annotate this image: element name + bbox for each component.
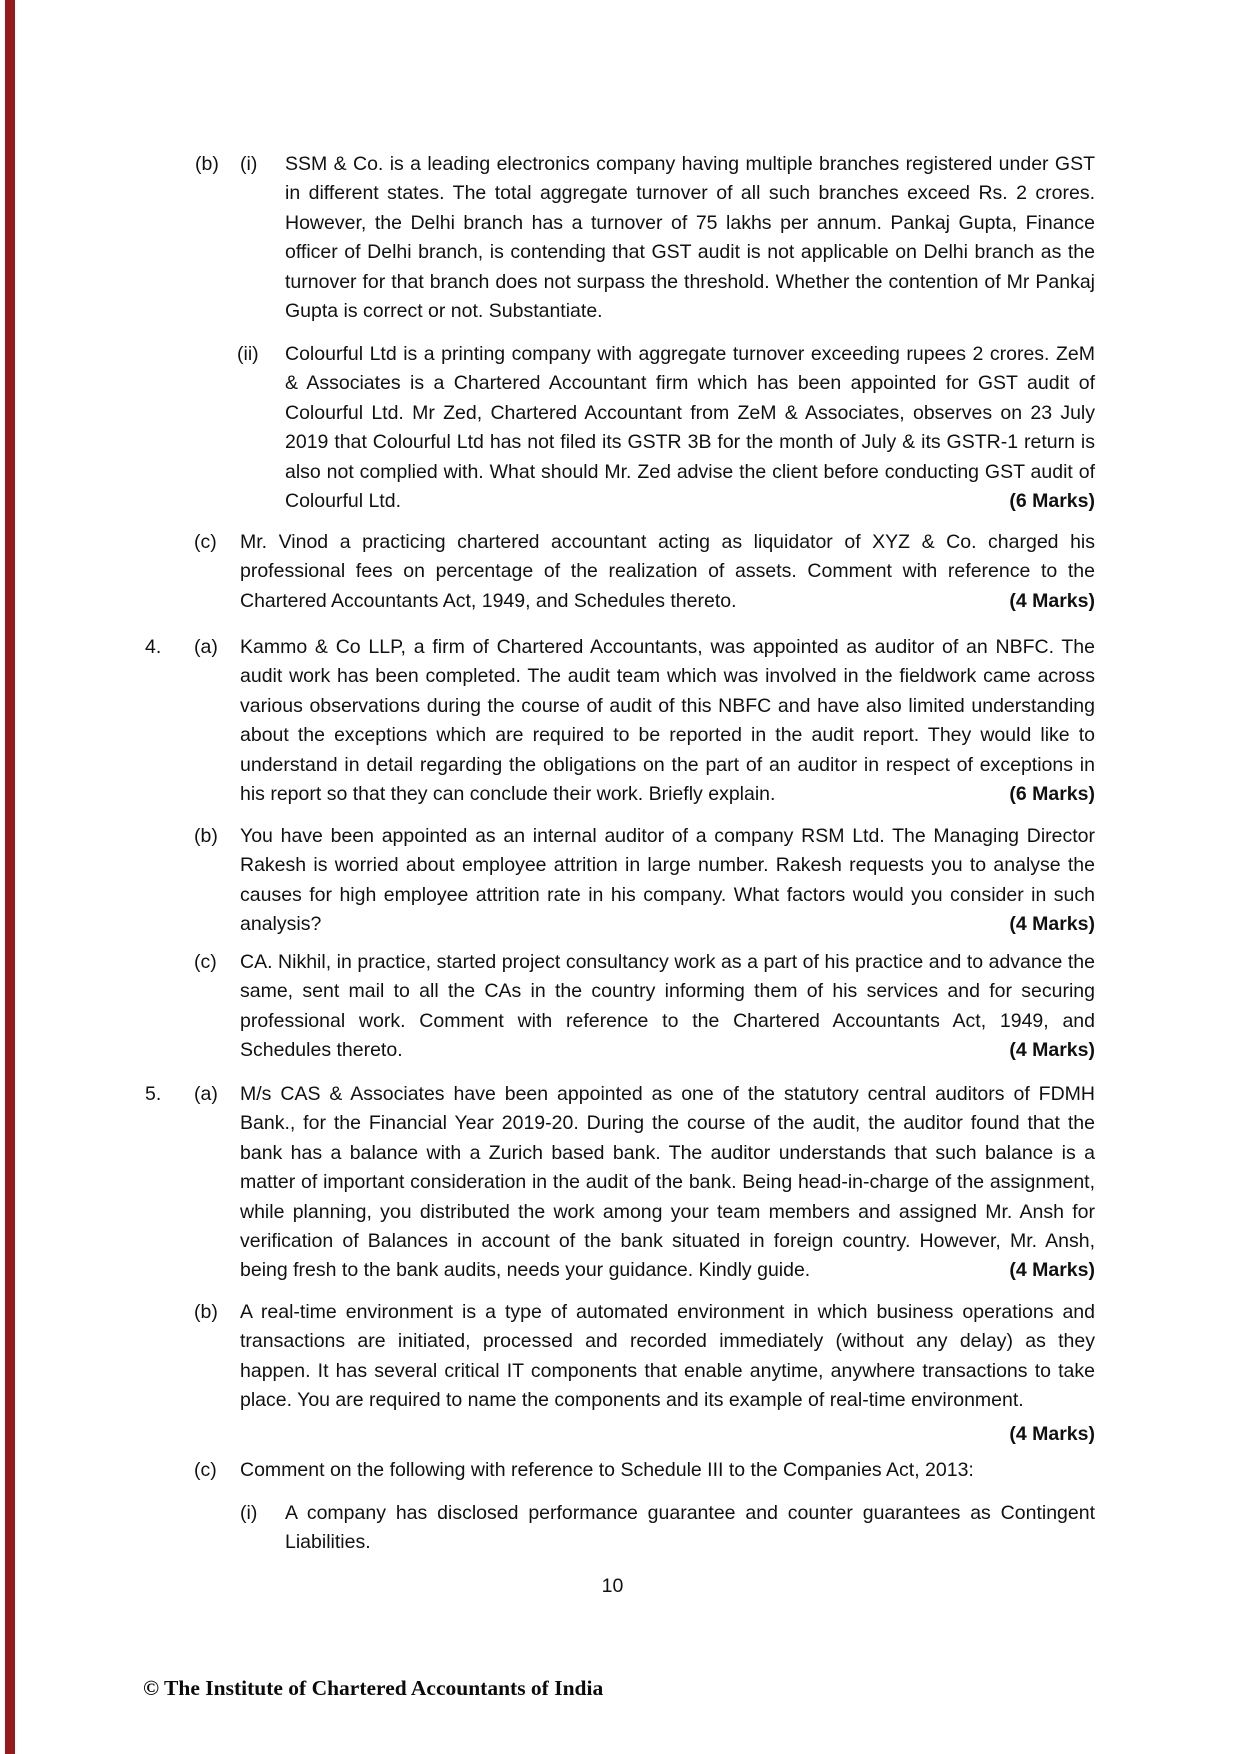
question-c (194, 528, 1095, 616)
question-number-label: 4. (145, 636, 162, 658)
question-roman-label: (ii) (237, 343, 259, 365)
question-letter-label: (a) (194, 636, 218, 658)
question-text: SSM & Co. is a leading electronics company having multiple branches registered under GST in different states. The total aggregate turnover of all such branches exceed Rs. 2 crores. However, the Delhi branch has a turnover of 75 lakhs per annum. Pankaj Gupta, Finance officer of Delhi branch, is contending that GST audit is not applicable on Delhi branch as the turnover for that branch does not surpass the threshold. Whether the contention of Mr Pankaj Gupta is correct or not. Substantiate. (285, 153, 1095, 323)
question-5a (145, 1080, 1095, 1286)
question-letter-label: (c) (194, 531, 217, 553)
question-text: Comment on the following with reference to Schedule III to the Companies Act, 2013: (240, 1459, 974, 1481)
marks-label: (4 Marks) (1009, 910, 1095, 939)
question-number-label: 5. (145, 1083, 162, 1105)
question-letter-label: (b) (194, 1301, 218, 1323)
marks-label: (4 Marks) (1009, 587, 1095, 616)
question-letter-label: (c) (194, 1459, 217, 1481)
question-b-ii (237, 340, 1095, 516)
question-letter-label: (b) (195, 153, 219, 175)
marks-label: (6 Marks) (1009, 780, 1095, 809)
question-text: Mr. Vinod a practicing chartered accountant acting as liquidator of XYZ & Co. charged his professional fees on percentage of the realization of assets. Comment with reference to the Chartered Accountants Act, 1949, and Schedules thereto. (240, 531, 1095, 612)
marks-label: (4 Marks) (1009, 1256, 1095, 1285)
question-5c-i (240, 1499, 1095, 1558)
question-letter-label: (b) (194, 825, 218, 847)
question-5c (194, 1456, 1095, 1485)
question-letter-label: (a) (194, 1083, 218, 1105)
question-letter-label: (c) (194, 951, 217, 973)
question-5b (194, 1298, 1095, 1416)
question-roman-label: (i) (240, 1502, 258, 1524)
question-roman-label: (i) (240, 153, 258, 175)
page-number: 10 (601, 1575, 624, 1597)
question-text: Kammo & Co LLP, a firm of Chartered Accountants, was appointed as auditor of an NBFC. The audit work has been completed. The audit team which was involved in the fieldwork came across various observations during the course of audit of this NBFC and have also limited understanding about the exceptions which are required to be reported in the audit report. They would like to understand in detail regarding the obligations on the part of an auditor in respect of exceptions in his report so that they can conclude their work. Briefly explain. (240, 636, 1095, 806)
left-edge-stripe (5, 0, 15, 1754)
question-text: You have been appointed as an internal auditor of a company RSM Ltd. The Managing Director Rakesh is worried about employee attrition in large number. Rakesh requests you to analyse the causes for high employee attrition rate in his company. What factors would you consider in such analysis? (240, 825, 1095, 936)
marks-label: (4 Marks) (1009, 1423, 1095, 1445)
question-text: A real-time environment is a type of automated environment in which business operations and transactions are initiated, processed and recorded immediately (without any delay) as they happen. It has several critical IT components that enable anytime, anywhere transactions to take place. You are required to name the components and its example of real-time environment. (240, 1301, 1095, 1412)
question-text: Colourful Ltd is a printing company with aggregate turnover exceeding rupees 2 crores. ZeM & Associates is a Chartered Accountant firm which has been appointed for GST audit of Colourful Ltd. Mr Zed, Chartered Accountant from ZeM & Associates, observes on 23 July 2019 that Colourful Ltd has not filed its GSTR 3B for the month of July & its GSTR-1 return is also not complied with. What should Mr. Zed advise the client before conducting GST audit of Colourful Ltd. (285, 343, 1095, 513)
question-4a (145, 633, 1095, 809)
question-b-i (195, 150, 1095, 326)
question-4b (194, 822, 1095, 940)
copyright-footer: © The Institute of Chartered Accountants of India (143, 1676, 604, 1700)
question-text: M/s CAS & Associates have been appointed as one of the statutory central auditors of FDMH Bank., for the Financial Year 2019-20. During the course of the audit, the auditor found that the bank has a balance with a Zurich based bank. The auditor understands that such balance is a matter of important consideration in the audit of the bank. Being head-in-charge of the assignment, while planning, you distributed the work among your team members and assigned Mr. Ansh for verification of Balances in account of the bank situated in foreign country. However, Mr. Ansh, being fresh to the bank audits, needs your guidance. Kindly guide. (240, 1083, 1095, 1282)
question-text: CA. Nikhil, in practice, started project consultancy work as a part of his practice and to advance the same, sent mail to all the CAs in the country informing them of his services and for securing professional work. Comment with reference to the Chartered Accountants Act, 1949, and Schedules thereto. (240, 951, 1095, 1062)
question-text: A company has disclosed performance guarantee and counter guarantees as Contingent Liabilities. (285, 1502, 1095, 1554)
question-4c (194, 948, 1095, 1066)
marks-label: (6 Marks) (1009, 487, 1095, 516)
marks-label: (4 Marks) (1009, 1036, 1095, 1065)
question-5b-marks-line (240, 1420, 1095, 1449)
